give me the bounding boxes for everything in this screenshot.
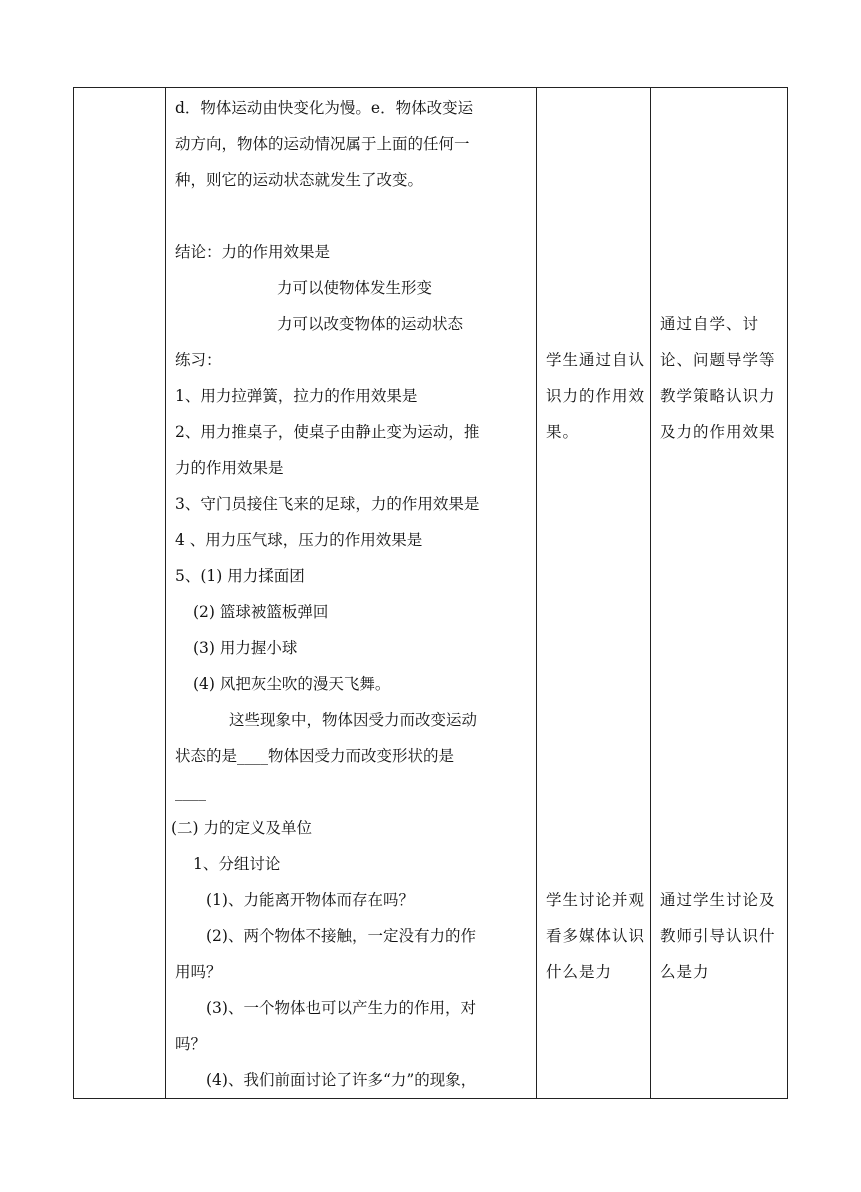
content-column-cell bbox=[166, 88, 537, 1099]
discussion-question: 用吗？ bbox=[175, 963, 222, 981]
design-intent-text: 通过学生讨论及教师引导认识什么是力 bbox=[660, 891, 776, 981]
conclusion-point: 力可以使物体发生形变 bbox=[277, 279, 433, 297]
student-activity-cell bbox=[537, 88, 651, 1099]
exercise-line: 力的作用效果是 bbox=[175, 459, 284, 477]
exercise-heading: 练习： bbox=[175, 351, 222, 369]
conclusion-point: 力可以改变物体的运动状态 bbox=[277, 315, 464, 333]
exercise-subitem: (3) 用力握小球 bbox=[193, 639, 298, 657]
lesson-plan-table bbox=[73, 87, 788, 1099]
exercise-line: 3、守门员接住飞来的足球，力的作用效果是 bbox=[175, 495, 480, 513]
discussion-question: (1)、力能离开物体而存在吗？ bbox=[206, 891, 414, 909]
discussion-question: (4)、我们前面讨论了许多“力”的现象， bbox=[206, 1071, 477, 1089]
exercise-line: 5、(1) 用力揉面团 bbox=[175, 567, 305, 585]
student-activity-text: 学生通过自认识力的作用效果。 bbox=[546, 351, 646, 441]
student-activity-text: 学生讨论并观看多媒体认识什么是力 bbox=[546, 891, 646, 981]
conclusion-line: 结论：力的作用效果是 bbox=[175, 243, 331, 261]
discussion-heading: 1、分组讨论 bbox=[193, 855, 281, 873]
exercise-line: 1、用力拉弹簧，拉力的作用效果是 bbox=[175, 387, 418, 405]
discussion-question: (3)、一个物体也可以产生力的作用，对 bbox=[206, 999, 476, 1017]
discussion-question: (2)、两个物体不接触，一定没有力的作 bbox=[206, 927, 476, 945]
design-intent-text: 通过自学、讨论、问题导学等教学策略认识力及力的作用效果 bbox=[660, 315, 776, 441]
exercise-question: 这些现象中，物体因受力而改变运动 bbox=[229, 711, 478, 729]
content-line: 种，则它的运动状态就发生了改变。 bbox=[175, 171, 424, 189]
exercise-subitem: (4) 风把灰尘吹的漫天飞舞。 bbox=[193, 675, 391, 693]
exercise-line: 4 、用力压气球，压力的作用效果是 bbox=[175, 531, 423, 549]
design-intent-cell bbox=[651, 88, 788, 1099]
content-line: 动方向，物体的运动情况属于上面的任何一 bbox=[175, 135, 470, 153]
content-line: d．物体运动由快变化为慢。e．物体改变运 bbox=[175, 99, 474, 117]
exercise-question: ____ bbox=[175, 783, 206, 801]
section-heading: (二) 力的定义及单位 bbox=[171, 819, 313, 837]
exercise-subitem: (2) 篮球被篮板弹回 bbox=[193, 603, 329, 621]
blank-column-cell bbox=[74, 88, 166, 1099]
exercise-question: 状态的是____物体因受力而改变形状的是 bbox=[175, 747, 455, 765]
exercise-line: 2、用力推桌子，使桌子由静止变为运动，推 bbox=[175, 423, 480, 441]
discussion-question: 吗？ bbox=[175, 1035, 207, 1053]
